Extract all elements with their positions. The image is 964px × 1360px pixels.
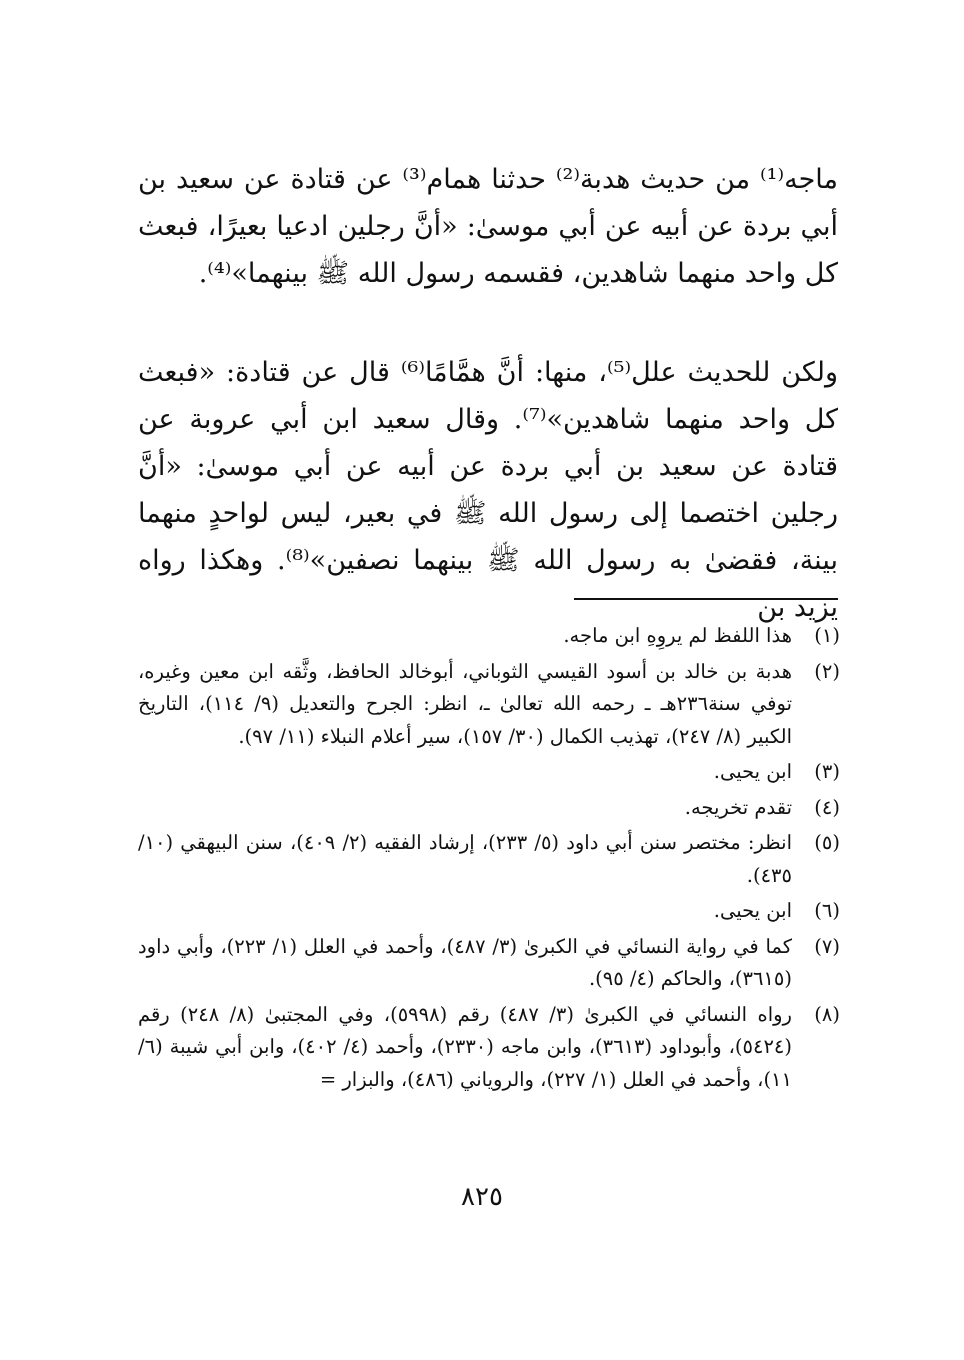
footnote-text: رواه النسائي في الكبرىٰ (٣/ ٤٨٧) رقم (٥٩٩٨)، وفي المجتبىٰ (٨/ ٢٤٨) رقم (٥٤٢٤)، وأبوداود (٣٦١٣)، وابن ماجه (٢٣٣٠)، وأحمد (٤/ ٤٠٢)، وابن أبي شيبة (٦/ ١١)، وأحمد في العلل (١/ ٢٢٧)، والروياني (٤٨٦)، والبزار = — [138, 1002, 793, 1091]
footnote-3 — [138, 756, 840, 789]
footnote-8 — [138, 999, 840, 1097]
body-paragraph-1 — [138, 156, 838, 297]
page-number: ٨٢٥ — [461, 1182, 503, 1212]
footnote-2 — [138, 656, 840, 754]
footnote-text: كما في رواية النسائي في الكبرىٰ (٣/ ٤٨٧)، وأحمد في العلل (١/ ٢٢٣)، وأبي داود (٣٦١٥)، والحاكم (٤/ ٩٥). — [138, 934, 792, 990]
footnotes-section — [138, 620, 840, 1099]
footnote-number: (٧) — [814, 934, 840, 958]
footnote-text: هذا اللفظ لم يروِهِ ابن ماجه. — [563, 624, 792, 647]
footnote-number: (٢) — [814, 659, 840, 683]
footnote-number: (٣) — [814, 760, 840, 783]
footnote-number: (١) — [814, 624, 840, 647]
footnote-text: تقدم تخريجه. — [684, 795, 792, 819]
footnote-number: (٥) — [814, 831, 840, 854]
footnote-1 — [138, 620, 840, 653]
footnote-7 — [138, 931, 840, 996]
footnote-6 — [138, 895, 840, 928]
paragraph-text: ماجه⁽¹⁾ من حديث هدبة⁽²⁾ حدثنا همام⁽³⁾ عن قتادة عن سعيد بن أبي بردة عن أبيه عن أبي موسىٰ: «أنَّ رجلين ادعيا بعيرًا، فبعث كل واحد منهما شاهدين، فقسمه رسول الله ﷺ بينهما»⁽⁴⁾. — [138, 164, 839, 289]
footnote-text: ابن يحيى. — [713, 760, 792, 783]
footnote-5 — [138, 827, 840, 892]
footnote-text: هدبة بن خالد بن أسود القيسي الثوباني، أبوخالد الحافظ، وثَّقه ابن معين وغيره، توفي سنة٢٣٦هـ ـ رحمه الله تعالىٰ ـ، انظر: الجرح والتعديل (٩/ ١١٤)، التاريخ الكبير (٨/ ٢٤٧)، تهذيب الكمال (٣٠/ ١٥٧)، سير أعلام النبلاء (١١/ ٩٧). — [138, 659, 793, 748]
footnote-text: انظر: مختصر سنن أبي داود (٥/ ٢٣٣)، إرشاد الفقيه (٢/ ٤٠٩)، سنن البيهقي (١٠/ ٤٣٥). — [138, 831, 792, 887]
body-paragraph-2 — [138, 349, 838, 631]
footnote-separator-rule — [574, 598, 838, 600]
footnote-4 — [138, 792, 840, 825]
footnote-text: ابن يحيى. — [713, 899, 792, 922]
footnote-number: (٤) — [814, 795, 840, 819]
footnote-number: (٨) — [814, 1002, 840, 1026]
footnote-number: (٦) — [814, 899, 840, 922]
paragraph-text: ولكن للحديث علل⁽⁵⁾، منها: أنَّ همَّامًا⁽⁶⁾ قال عن قتادة: «فبعث كل واحد منهما شاهدين»⁽⁷⁾. وقال سعيد ابن أبي عروبة عن قتادة عن سعيد بن أبي بردة عن أبيه عن أبي موسىٰ: «أنَّ رجلين اختصما إلى رسول الله ﷺ في بعير، ليس لواحدٍ منهما بينة، فقضىٰ به رسول الله ﷺ بينهما نصفين»⁽⁸⁾. وهكذا رواه يزيد بن — [138, 357, 838, 623]
